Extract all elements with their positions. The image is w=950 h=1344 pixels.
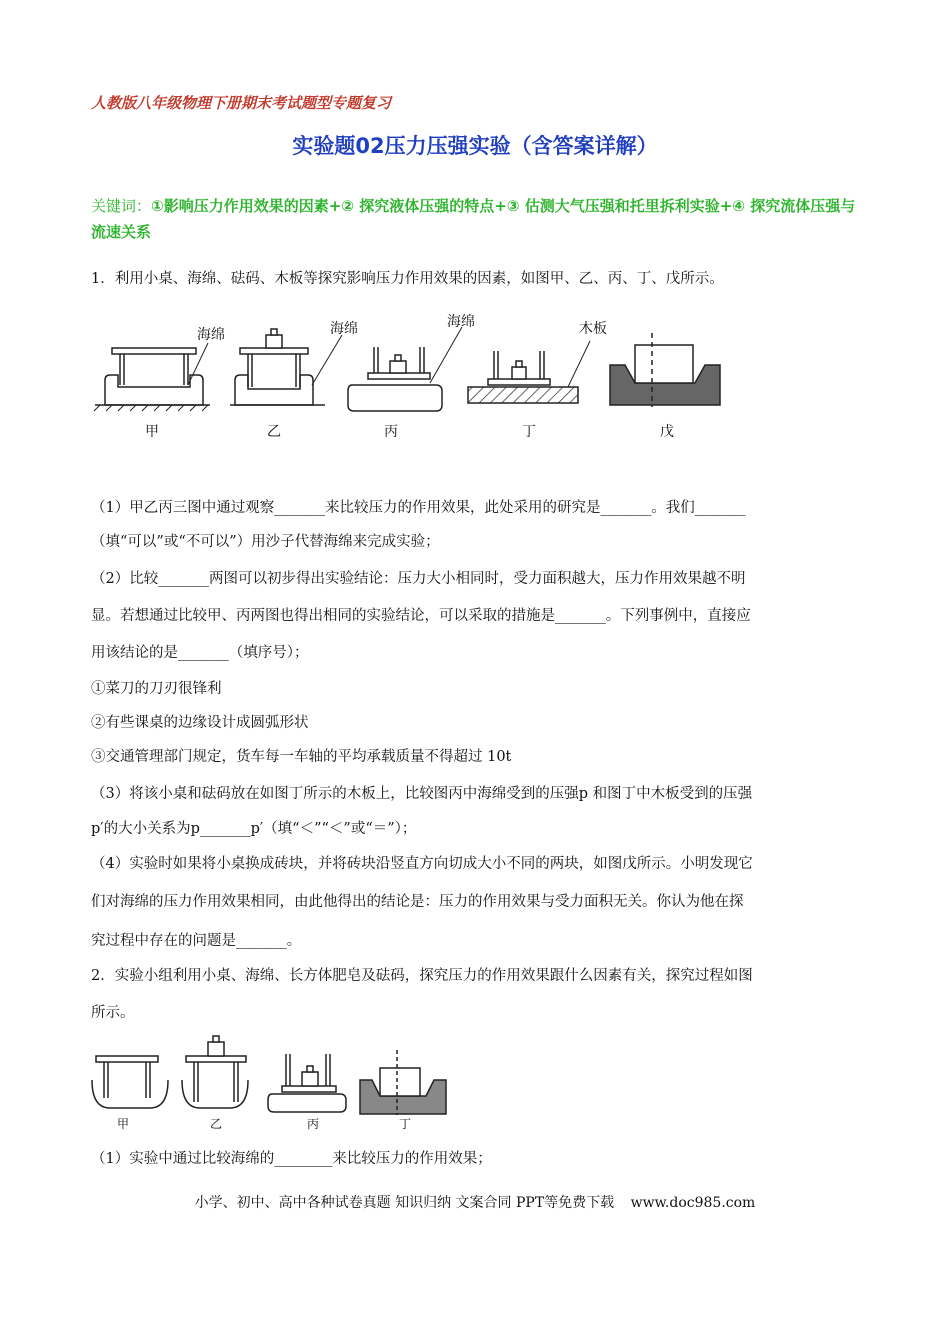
- caption-ding: 丁: [522, 424, 536, 440]
- keywords: [91, 193, 861, 245]
- footer-link[interactable]: www.doc985.com: [630, 1195, 756, 1211]
- q1-part2-line2: 显。若想通过比较甲、丙两图也得出相同的实验结论，可以采取的措施是_______。下列事例中，直接应: [91, 608, 751, 624]
- q1-part3-line2: p′的大小关系为p_______p′（填“＜”“＜”或“＝”）；: [91, 821, 417, 837]
- q1-part4-line2: 们对海绵的压力作用效果相同，由此他得出的结论是：压力的作用效果与受力面积无关。你认为他在探: [91, 894, 744, 910]
- figure-jia: [94, 348, 210, 411]
- caption-jia: 甲: [145, 424, 159, 440]
- label-sponge-2: 海绵: [330, 321, 358, 337]
- q1-option-3: ③交通管理部门规定，货车每一车轴的平均承载质量不得超过 10t: [91, 749, 512, 765]
- q1-option-2: ②有些课桌的边缘设计成圆弧形状: [91, 715, 309, 731]
- q1-part2-line3: 用该结论的是_______（填序号）；: [91, 645, 309, 661]
- q2-stem-line2: 所示。: [91, 1005, 135, 1021]
- keywords-label: 关键词：: [91, 197, 152, 215]
- caption-bing: 丙: [384, 424, 398, 440]
- q2-caption-ding: 丁: [399, 1117, 412, 1131]
- page-footer: [0, 1192, 950, 1212]
- q2-part1: （1）实验中通过比较海绵的________来比较压力的作用效果；: [91, 1151, 492, 1167]
- figure-wu: [610, 333, 720, 407]
- figure2-jia: [92, 1056, 168, 1108]
- label-sponge-1: 海绵: [197, 327, 225, 343]
- figure-yi: [230, 329, 325, 405]
- figure2-yi: [182, 1036, 248, 1108]
- q1-option-1: ①菜刀的刀刃很锋利: [91, 681, 222, 697]
- q1-part3-line1: （3）将该小桌和砝码放在如图丁所示的木板上，比较图丙中海绵受到的压强p 和图丁中木板受到的压强: [91, 786, 753, 802]
- label-sponge-3: 海绵: [447, 314, 475, 330]
- q2-figure: [90, 1030, 450, 1115]
- q1-part4-line1: （4）实验时如果将小桌换成砖块，并将砖块沿竖直方向切成大小不同的两块，如图戊所示。小明发现它: [91, 856, 753, 872]
- q2-caption-jia: 甲: [117, 1117, 130, 1131]
- q1-figure: [90, 305, 730, 445]
- document-header: 人教版八年级物理下册期末考试题型专题复习: [91, 94, 392, 112]
- q1-part1-line2: （填“可以”或“不可以”）用沙子代替海绵来完成实验；: [91, 534, 440, 550]
- q2-caption-yi: 乙: [210, 1117, 223, 1131]
- figure-ding: [468, 351, 578, 403]
- q1-stem: 1．利用小桌、海绵、砝码、木板等探究影响压力作用效果的因素，如图甲、乙、丙、丁、戊所示。: [91, 271, 724, 287]
- figure2-bing: [268, 1054, 346, 1112]
- q1-part1-line1: （1）甲乙丙三图中通过观察_______来比较压力的作用效果，此处采用的研究是_______。我们_______: [91, 500, 746, 516]
- caption-yi: 乙: [267, 424, 281, 440]
- label-board: 木板: [579, 321, 607, 337]
- keywords-text: ①影响压力作用效果的因素+② 探究液体压强的特点+③ 估测大气压强和托里拆利实验+④ 探究流体压强与流速关系: [91, 197, 856, 241]
- caption-wu: 戊: [660, 424, 674, 440]
- q2-caption-bing: 丙: [307, 1117, 320, 1131]
- q1-part4-line3: 究过程中存在的问题是_______。: [91, 933, 302, 949]
- page-title: 实验题02压力压强实验（含答案详解）: [292, 134, 658, 158]
- footer-text: 小学、初中、高中各种试卷真题 知识归纳 文案合同 PPT等免费下载: [194, 1195, 615, 1211]
- q1-part2-line1: （2）比较_______两图可以初步得出实验结论：压力大小相同时，受力面积越大，压力作用效果越不明: [91, 571, 746, 587]
- figure-bing: [348, 347, 442, 411]
- figure2-ding: [360, 1050, 446, 1115]
- q2-stem-line1: 2．实验小组利用小桌、海绵、长方体肥皂及砝码，探究压力的作用效果跟什么因素有关，探究过程如图: [91, 968, 753, 984]
